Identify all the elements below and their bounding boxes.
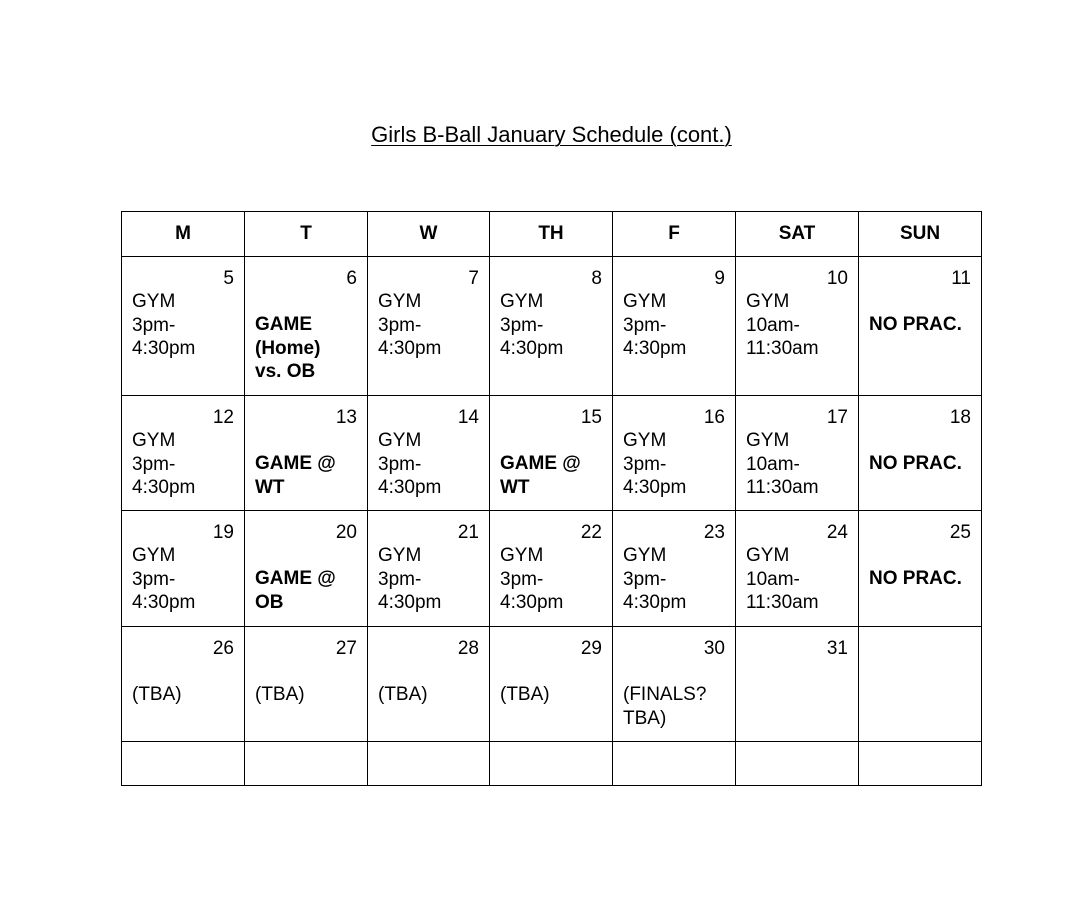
day-entry: GAME @ WT bbox=[500, 453, 581, 498]
week-row bbox=[122, 511, 982, 627]
day-entry: GYM 3pm- 4:30pm bbox=[378, 291, 442, 359]
empty-cell bbox=[490, 742, 613, 786]
day-cell bbox=[859, 257, 982, 396]
day-cell bbox=[736, 257, 859, 396]
day-header-wed: W bbox=[368, 212, 490, 257]
date-number: 24 bbox=[826, 522, 848, 543]
date-number: 8 bbox=[591, 268, 602, 289]
day-entry: NO PRAC. bbox=[869, 568, 962, 589]
day-header-sat: SAT bbox=[736, 212, 859, 257]
date-number: 9 bbox=[714, 268, 725, 289]
date-number: 13 bbox=[335, 407, 357, 428]
day-cell bbox=[245, 627, 368, 742]
day-header-sun: SUN bbox=[859, 212, 982, 257]
day-entry: GAME @ WT bbox=[255, 453, 336, 498]
date-number: 20 bbox=[335, 522, 357, 543]
day-entry: (TBA) bbox=[378, 684, 428, 705]
date-number: 6 bbox=[346, 268, 357, 289]
day-cell bbox=[368, 396, 490, 511]
date-number: 23 bbox=[703, 522, 725, 543]
day-entry: GYM 3pm- 4:30pm bbox=[132, 545, 196, 613]
empty-cell bbox=[613, 742, 736, 786]
day-entry: GYM 10am- 11:30am bbox=[746, 545, 819, 613]
date-number: 16 bbox=[703, 407, 725, 428]
day-cell bbox=[368, 257, 490, 396]
day-cell bbox=[490, 257, 613, 396]
date-number: 14 bbox=[457, 407, 479, 428]
day-entry: GYM 3pm- 4:30pm bbox=[623, 291, 687, 359]
day-cell bbox=[122, 511, 245, 627]
day-cell bbox=[245, 511, 368, 627]
page-title: Girls B-Ball January Schedule (cont.) bbox=[371, 122, 732, 147]
week-row bbox=[122, 257, 982, 396]
date-number: 12 bbox=[212, 407, 234, 428]
day-cell bbox=[368, 511, 490, 627]
day-entry: NO PRAC. bbox=[869, 314, 962, 335]
day-entry: (TBA) bbox=[132, 684, 182, 705]
day-cell bbox=[368, 627, 490, 742]
date-number: 21 bbox=[457, 522, 479, 543]
date-number: 22 bbox=[580, 522, 602, 543]
date-number: 28 bbox=[457, 638, 479, 659]
day-entry: GYM 3pm- 4:30pm bbox=[378, 545, 442, 613]
date-number: 26 bbox=[212, 638, 234, 659]
day-entry: (TBA) bbox=[255, 684, 305, 705]
day-header-mon: M bbox=[122, 212, 245, 257]
day-cell bbox=[490, 396, 613, 511]
day-cell bbox=[122, 257, 245, 396]
day-cell bbox=[122, 627, 245, 742]
day-cell bbox=[613, 257, 736, 396]
date-number: 11 bbox=[951, 268, 971, 289]
date-number: 18 bbox=[949, 407, 971, 428]
week-row-empty bbox=[122, 742, 982, 786]
day-entry: GYM 3pm- 4:30pm bbox=[623, 430, 687, 498]
day-entry: GYM 10am- 11:30am bbox=[746, 291, 819, 359]
day-entry: GAME @ OB bbox=[255, 568, 336, 613]
day-entry: GAME (Home) vs. OB bbox=[255, 314, 321, 382]
date-number: 7 bbox=[468, 268, 479, 289]
day-cell bbox=[490, 511, 613, 627]
date-number: 31 bbox=[826, 638, 848, 659]
day-entry: GYM 3pm- 4:30pm bbox=[132, 430, 196, 498]
day-cell bbox=[859, 511, 982, 627]
date-number: 10 bbox=[826, 268, 848, 289]
day-header-fri: F bbox=[613, 212, 736, 257]
day-cell bbox=[736, 511, 859, 627]
day-entry: GYM 3pm- 4:30pm bbox=[378, 430, 442, 498]
day-entry: GYM 10am- 11:30am bbox=[746, 430, 819, 498]
empty-cell bbox=[859, 742, 982, 786]
day-header-row bbox=[122, 212, 982, 257]
day-entry: GYM 3pm- 4:30pm bbox=[132, 291, 196, 359]
date-number: 19 bbox=[212, 522, 234, 543]
day-cell bbox=[613, 627, 736, 742]
day-cell bbox=[490, 627, 613, 742]
day-cell bbox=[613, 511, 736, 627]
date-number: 30 bbox=[703, 638, 725, 659]
day-header-thu: TH bbox=[490, 212, 613, 257]
day-cell bbox=[245, 257, 368, 396]
empty-cell bbox=[245, 742, 368, 786]
day-entry: (FINALS? TBA) bbox=[623, 684, 707, 729]
date-number: 27 bbox=[335, 638, 357, 659]
date-number: 15 bbox=[580, 407, 602, 428]
date-number: 25 bbox=[949, 522, 971, 543]
date-number: 17 bbox=[826, 407, 848, 428]
date-number: 5 bbox=[223, 268, 234, 289]
week-row bbox=[122, 627, 982, 742]
day-entry: GYM 3pm- 4:30pm bbox=[500, 545, 564, 613]
empty-cell bbox=[122, 742, 245, 786]
day-cell bbox=[736, 627, 859, 742]
day-entry: GYM 3pm- 4:30pm bbox=[623, 545, 687, 613]
day-cell bbox=[859, 396, 982, 511]
day-header-tue: T bbox=[245, 212, 368, 257]
empty-cell bbox=[736, 742, 859, 786]
day-cell bbox=[736, 396, 859, 511]
day-cell bbox=[613, 396, 736, 511]
day-cell bbox=[122, 396, 245, 511]
day-cell bbox=[245, 396, 368, 511]
day-entry: GYM 3pm- 4:30pm bbox=[500, 291, 564, 359]
week-row bbox=[122, 396, 982, 511]
day-cell bbox=[859, 627, 982, 742]
schedule-table bbox=[121, 211, 982, 786]
day-entry: NO PRAC. bbox=[869, 453, 962, 474]
empty-cell bbox=[368, 742, 490, 786]
day-entry: (TBA) bbox=[500, 684, 550, 705]
date-number: 29 bbox=[580, 638, 602, 659]
